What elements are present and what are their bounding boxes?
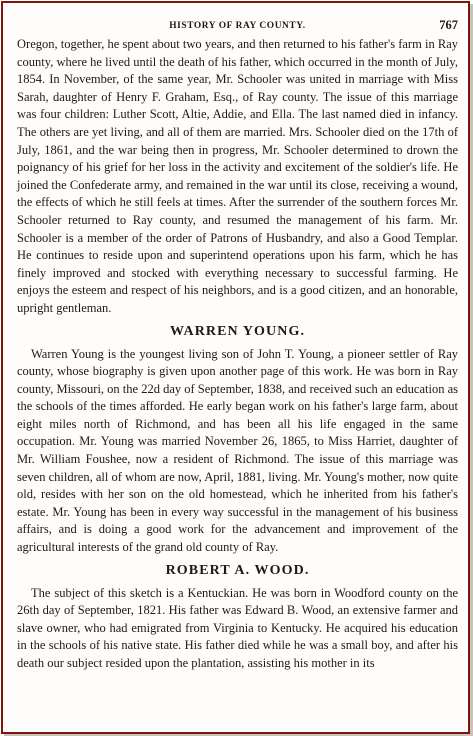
page-number: 767 [439,18,458,32]
section-heading-robert-a-wood: ROBERT A. WOOD. [165,562,310,578]
book-page [17,16,458,673]
robert-a-wood-paragraph: The subject of this sketch is a Kentuckian. He was born in Woodford county on the 26th day of September, 1821. His father was Edward B. Wood, an extensive farmer and slave owner, who had emigrated from Virginia to Kentucky. He acquired his education in the schools of his native state. His father died while he was a small boy, and after his death our subject resided upon the plantation, assisting his mother in its [17,585,458,670]
section-heading-warren-young: WARREN YOUNG. [169,323,306,339]
warren-young-paragraph: Warren Young is the youngest living son of John T. Young, a pioneer settler of Ray county, whose biography is given upon another page of this work. He was born in Ray county, Missouri, on the 22d day of September, 1838, and received such an education as the schools of the times afforded. He early began work on his father's large farm, about eight miles north of Richmond, and has been all his life engaged in the same occupation. Mr. Young was married November 26, 1865, to Miss Harriet, daughter of Mr. William Foushee, now a resident of Richmond. The issue of this marriage was seven children, all of whom are now, April, 1881, living. Mr. Young's mother, now quite old, resides with her son on the old homestead, which he inherited from his father's estate. Mr. Young has been in every way successful in the management of his business affairs, and is doing a good work for the advancement and improvement of the agricultural interests of the grand old county of Ray. [17,346,458,555]
running-title: HISTORY OF RAY COUNTY. [169,21,306,31]
schooler-continuation-paragraph: Oregon, together, he spent about two years, and then returned to his father's farm in Ray county, where he lived until the death of his father, which occurred in the month of July, 1854. In November, of the same year, Mr. Schooler was united in marriage with Miss Sarah, daughter of Henry F. Graham, Esq., of Ray county. The issue of this marriage was four children: Luther Scott, Altie, Addie, and Ella. The last named died in infancy. The others are yet living, and all of them are married. Mrs. Schooler died on the 17th of July, 1861, and the war being then in progress, Mr. Schooler determined to drown the poignancy of his grief for her loss in the activity and excitement of the soldier's life. He joined the Confederate army, and remained in the war until its close, receiving a wound, the effects of which he still feels at times. After the surrender of the southern forces Mr. Schooler returned to Ray county, and resumed the management of his farm. Mr. Schooler is a member of the order of Patrons of Husbandry, and also a Good Templar. He continues to reside upon and superintend operations upon his farm, which he has finely improved and stocked with everything necessary to successful farming. He enjoys the esteem and respect of his neighbors, and is a good citizen, and an honorable, upright gentleman. [17,37,458,315]
running-head [17,16,458,36]
page-frame [1,1,470,734]
